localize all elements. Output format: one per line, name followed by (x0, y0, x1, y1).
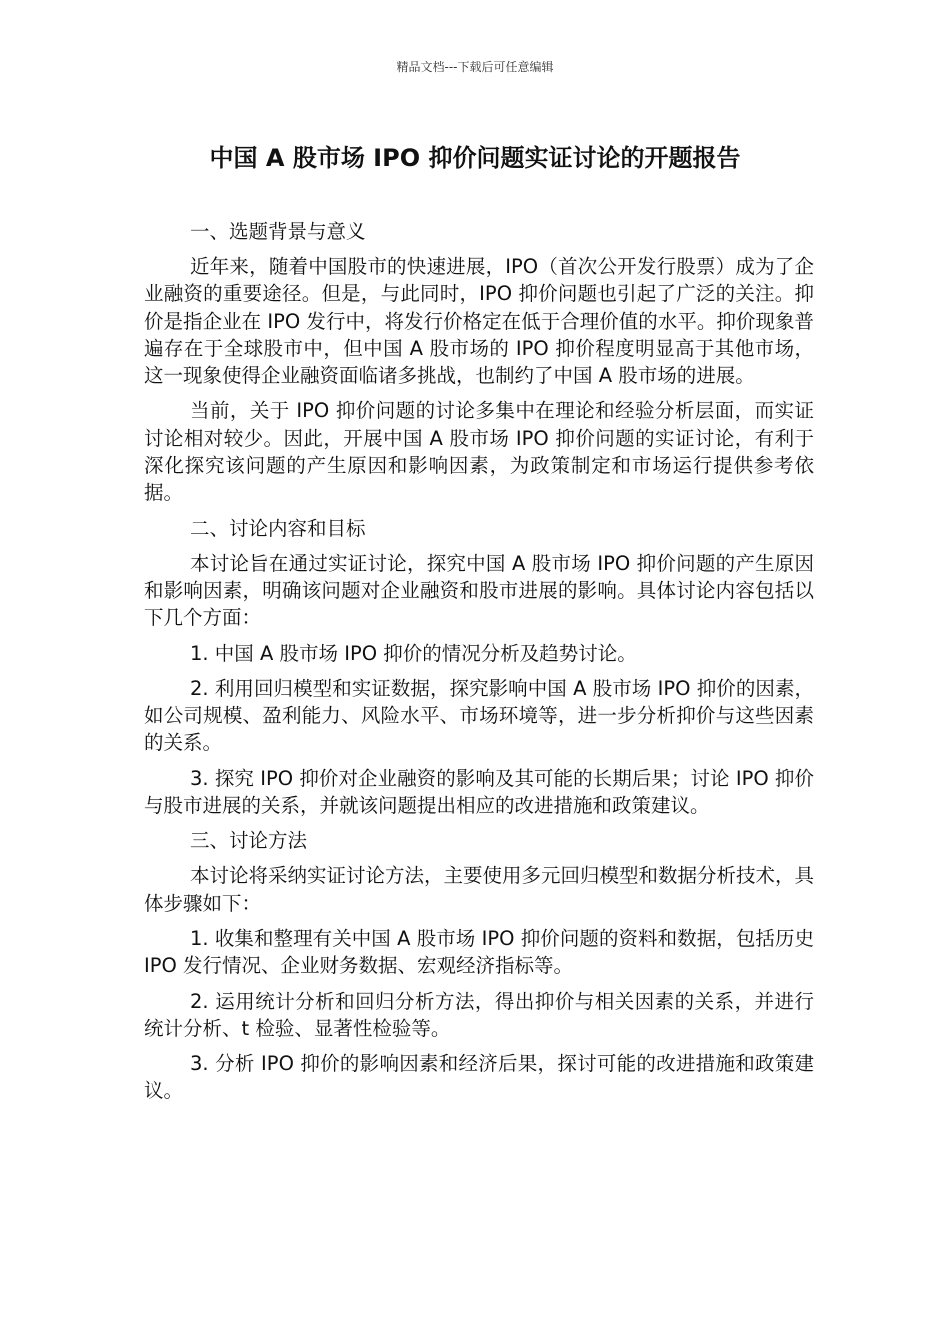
list-item: 2. 利用回归模型和实证数据，探究影响中国 A 股市场 IPO 抑价的因素，如公司规模、盈利能力、风险水平、市场环境等，进一步分析抑价与这些因素的关系。 (144, 676, 814, 755)
document-title: 中国 A 股市场 IPO 抑价问题实证讨论的开题报告 (209, 144, 741, 172)
list-item: 1. 中国 A 股市场 IPO 抑价的情况分析及趋势讨论。 (190, 641, 637, 665)
section-heading: 三、讨论方法 (190, 829, 308, 853)
section-background (144, 218, 814, 507)
paragraph: 当前，关于 IPO 抑价问题的讨论多集中在理论和经验分析层面，而实证讨论相对较少。因此，开展中国 A 股市场 IPO 抑价问题的实证讨论，有利于深化探究该问题的产生原因和影响因素，为政策制定和市场运行提供参考依据。 (144, 399, 814, 505)
list-item: 1. 收集和整理有关中国 A 股市场 IPO 抑价问题的资料和数据，包括历史 IPO 发行情况、企业财务数据、宏观经济指标等。 (144, 926, 814, 978)
section-methods (144, 827, 814, 1104)
list-item: 3. 探究 IPO 抑价对企业融资的影响及其可能的长期后果；讨论 IPO 抑价与股市进展的关系，并就该问题提出相应的改进措施和政策建议。 (144, 766, 814, 818)
section-content-goals (144, 515, 814, 820)
paragraph: 本讨论将采纳实证讨论方法，主要使用多元回归模型和数据分析技术，具体步骤如下： (144, 864, 815, 915)
section-heading: 一、选题背景与意义 (190, 220, 366, 243)
section-heading: 二、讨论内容和目标 (190, 516, 366, 540)
paragraph: 本讨论旨在通过实证讨论，探究中国 A 股市场 IPO 抑价问题的产生原因和影响因素，明确该问题对企业融资和股市进展的影响。具体讨论内容包括以下几个方面： (144, 551, 814, 630)
document-body (144, 218, 814, 1113)
paragraph: 近年来，随着中国股市的快速进展，IPO（首次公开发行股票）成为了企业融资的重要途径。但是，与此同时，IPO 抑价问题也引起了广泛的关注。抑价是指企业在 IPO 发行中，将发行价格定在低于合理价值的水平。抑价现象普遍存在于全球股市中，但中国 A 股市场的 IPO 抑价程度明显高于其他市场，这一现象使得企业融资面临诸多挑战，也制约了中国 A 股市场的进展。 (144, 255, 814, 388)
header-watermark: 精品文档---下载后可任意编辑 (396, 60, 554, 74)
list-item: 3. 分析 IPO 抑价的影响因素和经济后果，探讨可能的改进措施和政策建议。 (144, 1052, 814, 1103)
list-item: 2. 运用统计分析和回归分析方法，得出抑价与相关因素的关系，并进行统计分析、t 检验、显著性检验等。 (144, 989, 814, 1040)
